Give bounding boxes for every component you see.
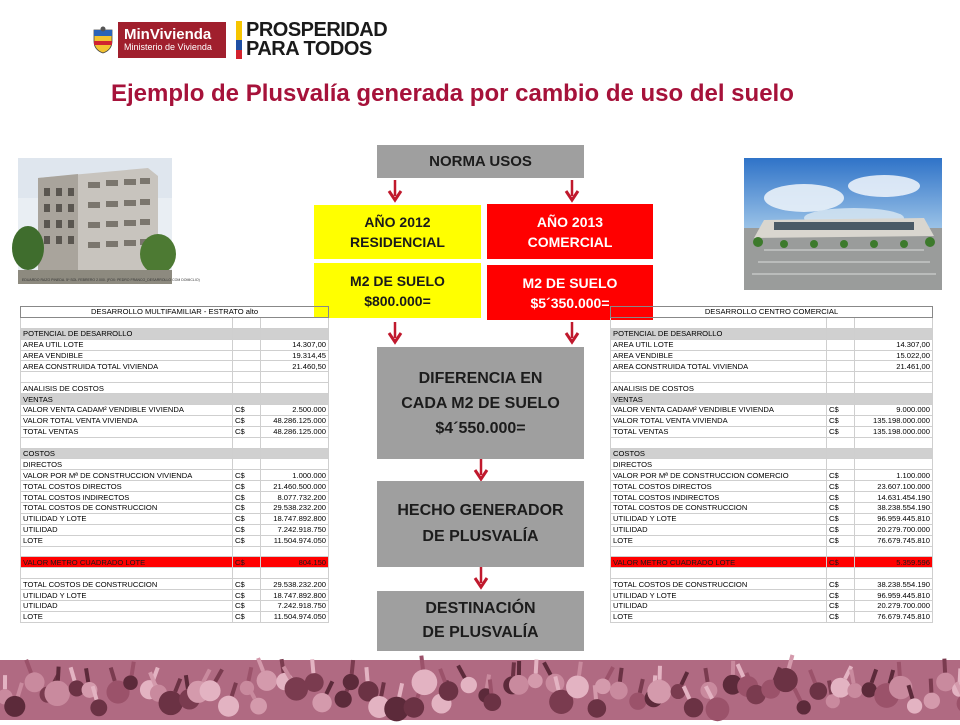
table-row: [21, 470, 329, 481]
row-value: 15.022,00: [855, 350, 933, 361]
row-label: UTILIDAD Y LOTE: [611, 590, 827, 601]
row-value: [261, 328, 329, 339]
row-value: 135.198.000.000: [855, 415, 933, 426]
row-label: TOTAL COSTOS INDIRECTOS: [21, 492, 233, 503]
row-value: 29.538.232.200: [261, 579, 329, 590]
row-label: UTILIDAD: [21, 524, 233, 535]
table-row: [21, 448, 329, 459]
row-currency: [827, 568, 855, 579]
row-label: AREA VENDIBLE: [611, 350, 827, 361]
table-row: [21, 339, 329, 350]
use-comercial-label: COMERCIAL: [527, 233, 613, 250]
table-row: [611, 339, 933, 350]
table-row: [611, 524, 933, 535]
row-currency: C$: [233, 405, 261, 416]
destinacion-line2: DE PLUSVALÍA: [422, 624, 539, 641]
row-label: UTILIDAD Y LOTE: [21, 590, 233, 601]
row-label: VALOR TOTAL VENTA VIVIENDA: [611, 415, 827, 426]
row-value: 14.631.454.190: [855, 492, 933, 503]
row-label: VALOR VENTA CADAM² VENDIBLE VIVIENDA: [611, 405, 827, 416]
hecho-line1: HECHO GENERADOR: [397, 502, 564, 519]
row-label: VALOR METRO CUADRADO LOTE: [21, 557, 233, 568]
table-row: [611, 601, 933, 612]
year-2012-box: [314, 205, 481, 259]
m2-left-value: $800.000=: [364, 292, 431, 309]
flag-stripes-icon: [236, 21, 242, 59]
row-value: 38.238.554.190: [855, 503, 933, 514]
row-currency: [233, 317, 261, 328]
row-currency: C$: [827, 557, 855, 568]
table-row: [611, 481, 933, 492]
table-row: [21, 426, 329, 437]
row-label: LOTE: [611, 611, 827, 622]
row-label: TOTAL COSTOS DE CONSTRUCCION: [21, 503, 233, 514]
row-value: 7.242.918.750: [261, 601, 329, 612]
row-label: [611, 437, 827, 448]
row-value: 23.607.100.000: [855, 481, 933, 492]
row-value: 21.460,50: [261, 361, 329, 372]
row-value: 9.000.000: [855, 405, 933, 416]
row-label: [21, 317, 233, 328]
row-label: AREA VENDIBLE: [21, 350, 233, 361]
table-row: [611, 579, 933, 590]
row-label: TOTAL COSTOS DIRECTOS: [611, 481, 827, 492]
row-value: [855, 317, 933, 328]
row-value: 20.279.700.000: [855, 524, 933, 535]
row-currency: [233, 350, 261, 361]
logo2-line1: PROSPERIDAD: [246, 19, 388, 41]
row-value: [261, 372, 329, 383]
row-currency: C$: [233, 481, 261, 492]
year-2013-box: [487, 204, 653, 259]
row-value: 2.500.000: [261, 405, 329, 416]
prosperidad-logo: [236, 18, 387, 62]
row-currency: C$: [827, 426, 855, 437]
row-value: [261, 448, 329, 459]
row-value: 96.959.445.810: [855, 513, 933, 524]
diferencia-box: [377, 347, 584, 459]
table-row: [611, 513, 933, 524]
table-row: [611, 448, 933, 459]
row-currency: C$: [827, 492, 855, 503]
row-label: UTILIDAD: [611, 601, 827, 612]
row-value: 11.504.974.050: [261, 611, 329, 622]
table-row: [21, 568, 329, 579]
row-label: VALOR METRO CUADRADO LOTE: [611, 557, 827, 568]
row-currency: C$: [233, 524, 261, 535]
table-row: [611, 426, 933, 437]
table-row: [21, 328, 329, 339]
row-label: UTILIDAD Y LOTE: [21, 513, 233, 524]
row-currency: [233, 339, 261, 350]
row-currency: C$: [827, 470, 855, 481]
row-currency: [827, 546, 855, 557]
table-row: [21, 535, 329, 546]
row-label: TOTAL VENTAS: [21, 426, 233, 437]
row-value: 14.307,00: [855, 339, 933, 350]
row-currency: [827, 372, 855, 383]
table-row: [21, 601, 329, 612]
row-currency: C$: [827, 405, 855, 416]
row-label: [21, 372, 233, 383]
row-value: [261, 394, 329, 405]
row-label: VENTAS: [611, 394, 827, 405]
arrow-down-icon: [474, 567, 488, 589]
coat-of-arms-icon: [88, 22, 118, 58]
table-row: [21, 372, 329, 383]
row-label: TOTAL COSTOS DE CONSTRUCCION: [611, 579, 827, 590]
row-label: [611, 546, 827, 557]
arrow-down-icon: [565, 322, 579, 344]
row-label: AREA CONSTRUIDA TOTAL VIVIENDA: [611, 361, 827, 372]
table-row: [611, 394, 933, 405]
row-currency: C$: [233, 492, 261, 503]
table-row: [21, 492, 329, 503]
table-row: [611, 317, 933, 328]
row-value: 19.314,45: [261, 350, 329, 361]
table-row: [21, 579, 329, 590]
diferencia-line1: DIFERENCIA EN: [418, 369, 543, 387]
table-row: [21, 405, 329, 416]
row-currency: C$: [233, 535, 261, 546]
table-title: DESARROLLO CENTRO COMERCIAL: [611, 307, 933, 318]
row-currency: [233, 459, 261, 470]
row-value: [855, 328, 933, 339]
row-value: 21.460.500.000: [261, 481, 329, 492]
row-label: AREA UTIL LOTE: [611, 339, 827, 350]
table-row: [611, 328, 933, 339]
residential-building-photo: [18, 158, 200, 284]
row-currency: [827, 350, 855, 361]
table-row: [611, 405, 933, 416]
row-value: 11.504.974.050: [261, 535, 329, 546]
row-currency: C$: [827, 579, 855, 590]
m2-right-value: $5´350.000=: [530, 294, 610, 311]
use-residencial-label: RESIDENCIAL: [350, 234, 445, 250]
table-row: [611, 383, 933, 394]
row-label: VALOR POR Mª DE CONSTRUCCION COMERCIO: [611, 470, 827, 481]
row-currency: [233, 546, 261, 557]
table-row: [611, 361, 933, 372]
right-spreadsheet: [610, 306, 933, 623]
table-row: [611, 372, 933, 383]
hecho-generador-box: [377, 481, 584, 567]
table-row: [21, 361, 329, 372]
table-row: [21, 350, 329, 361]
table-row: [611, 415, 933, 426]
row-currency: C$: [827, 601, 855, 612]
table-row: [611, 590, 933, 601]
row-currency: [233, 383, 261, 394]
table-row: [21, 546, 329, 557]
row-currency: [827, 361, 855, 372]
commercial-cost-table: [610, 306, 933, 623]
row-label: LOTE: [611, 535, 827, 546]
row-value: [855, 437, 933, 448]
table-title: DESARROLLO MULTIFAMILIAR - ESTRATO alto: [21, 307, 329, 318]
arrow-down-icon: [388, 322, 402, 344]
table-row: [21, 524, 329, 535]
row-label: LOTE: [21, 611, 233, 622]
table-row: [611, 437, 933, 448]
row-label: TOTAL COSTOS DIRECTOS: [21, 481, 233, 492]
row-label: [611, 568, 827, 579]
row-currency: [827, 394, 855, 405]
arrow-down-icon: [388, 180, 402, 202]
logo2-line2: PARA TODOS: [246, 38, 372, 60]
row-currency: C$: [233, 415, 261, 426]
row-label: TOTAL VENTAS: [611, 426, 827, 437]
row-value: [855, 394, 933, 405]
table-row: [611, 611, 933, 622]
table-row: [611, 459, 933, 470]
row-label: DIRECTOS: [21, 459, 233, 470]
table-header-row: [21, 307, 329, 318]
norma-usos-box: [377, 145, 584, 178]
row-label: TOTAL COSTOS INDIRECTOS: [611, 492, 827, 503]
row-currency: C$: [233, 470, 261, 481]
row-value: [855, 383, 933, 394]
arrow-down-icon: [565, 180, 579, 202]
table-row: [611, 557, 933, 568]
row-currency: [827, 328, 855, 339]
row-currency: C$: [827, 590, 855, 601]
row-label: AREA CONSTRUIDA TOTAL VIVIENDA: [21, 361, 233, 372]
row-currency: [233, 361, 261, 372]
row-label: POTENCIAL DE DESARROLLO: [611, 328, 827, 339]
row-label: LOTE: [21, 535, 233, 546]
table-row: [21, 611, 329, 622]
norma-usos-label: NORMA USOS: [429, 153, 532, 170]
row-label: DIRECTOS: [611, 459, 827, 470]
table-row: [611, 568, 933, 579]
row-value: 14.307,00: [261, 339, 329, 350]
row-currency: [827, 317, 855, 328]
row-value: 5.359.596: [855, 557, 933, 568]
m2-left-box: [314, 263, 481, 318]
row-value: 48.286.125.000: [261, 426, 329, 437]
row-value: 8.077.732.200: [261, 492, 329, 503]
crowd-banner-image: [0, 660, 960, 720]
row-value: [261, 568, 329, 579]
residential-cost-table: [20, 306, 329, 623]
row-label: [21, 546, 233, 557]
table-row: [611, 546, 933, 557]
destinacion-box: [377, 591, 584, 651]
row-value: 38.238.554.190: [855, 579, 933, 590]
row-currency: C$: [233, 601, 261, 612]
row-currency: C$: [827, 535, 855, 546]
row-value: 18.747.892.800: [261, 590, 329, 601]
diferencia-value: $4´550.000=: [435, 419, 526, 437]
row-value: [261, 317, 329, 328]
row-label: TOTAL COSTOS DE CONSTRUCCION: [611, 503, 827, 514]
table-row: [611, 492, 933, 503]
arrow-down-icon: [474, 459, 488, 481]
row-value: 135.198.000.000: [855, 426, 933, 437]
table-row: [21, 317, 329, 328]
row-currency: [827, 339, 855, 350]
row-currency: [827, 459, 855, 470]
row-currency: [233, 328, 261, 339]
table-row: [611, 470, 933, 481]
row-label: [611, 372, 827, 383]
row-value: 96.959.445.810: [855, 590, 933, 601]
table-row: [611, 535, 933, 546]
table-row: [611, 503, 933, 514]
minvivienda-logo: [88, 22, 226, 58]
row-label: [21, 437, 233, 448]
row-currency: C$: [827, 524, 855, 535]
row-label: UTILIDAD: [21, 601, 233, 612]
row-value: 7.242.918.750: [261, 524, 329, 535]
table-row: [21, 394, 329, 405]
m2-right-label: M2 DE SUELO: [522, 274, 618, 291]
row-label: ANALISIS DE COSTOS: [611, 383, 827, 394]
logo-main-text: MinVivienda: [124, 26, 212, 44]
table-row: [611, 350, 933, 361]
table-row: [21, 415, 329, 426]
row-label: COSTOS: [611, 448, 827, 459]
row-currency: [233, 437, 261, 448]
photo-caption: EDUARDO RAZO PINEDA. 5º SOL FEBRERO 2.000. (FOX: PEDRO FRANCO_DESARROLLO COM DOMICLIO): [22, 278, 200, 282]
row-value: 1.100.000: [855, 470, 933, 481]
row-value: [261, 383, 329, 394]
row-label: POTENCIAL DE DESARROLLO: [21, 328, 233, 339]
row-label: [611, 317, 827, 328]
year-2013-label: AÑO 2013: [536, 213, 604, 230]
row-currency: [827, 448, 855, 459]
row-label: UTILIDAD: [611, 524, 827, 535]
row-value: [855, 372, 933, 383]
row-value: [855, 448, 933, 459]
row-value: 29.538.232.200: [261, 503, 329, 514]
row-currency: C$: [233, 557, 261, 568]
table-row: [21, 513, 329, 524]
row-currency: C$: [827, 503, 855, 514]
row-currency: C$: [233, 579, 261, 590]
row-label: AREA UTIL LOTE: [21, 339, 233, 350]
row-value: [855, 459, 933, 470]
row-value: [855, 546, 933, 557]
destinacion-line1: DESTINACIÓN: [425, 600, 536, 617]
page-title: Ejemplo de Plusvalía generada por cambio de uso del suelo: [111, 80, 794, 107]
row-currency: C$: [827, 481, 855, 492]
row-currency: [233, 372, 261, 383]
table-row: [21, 459, 329, 470]
row-currency: [233, 394, 261, 405]
row-value: 804.150: [261, 557, 329, 568]
left-spreadsheet: [20, 306, 329, 623]
row-label: VALOR TOTAL VENTA VIVIENDA: [21, 415, 233, 426]
row-currency: C$: [827, 415, 855, 426]
row-value: 21.461,00: [855, 361, 933, 372]
commercial-center-photo: [744, 158, 942, 290]
row-value: 76.679.745.810: [855, 611, 933, 622]
row-value: [261, 459, 329, 470]
row-label: ANALISIS DE COSTOS: [21, 383, 233, 394]
row-currency: C$: [827, 611, 855, 622]
row-currency: [233, 568, 261, 579]
table-row: [21, 481, 329, 492]
row-value: [855, 568, 933, 579]
logo-sub-text: Ministerio de Vivienda: [124, 42, 212, 53]
row-currency: C$: [827, 513, 855, 524]
row-currency: C$: [233, 590, 261, 601]
table-row: [21, 557, 329, 568]
table-row: [21, 383, 329, 394]
diferencia-line2: CADA M2 DE SUELO: [401, 394, 560, 412]
row-label: UTILIDAD Y LOTE: [611, 513, 827, 524]
row-label: [21, 568, 233, 579]
row-value: [261, 437, 329, 448]
year-2012-label: AÑO 2012: [364, 214, 431, 230]
row-label: VALOR VENTA CADAM² VENDIBLE VIVIENDA: [21, 405, 233, 416]
table-row: [21, 503, 329, 514]
row-currency: C$: [233, 426, 261, 437]
row-currency: C$: [233, 611, 261, 622]
row-currency: [233, 448, 261, 459]
row-currency: [827, 383, 855, 394]
row-value: 18.747.892.800: [261, 513, 329, 524]
m2-left-label: M2 DE SUELO: [350, 272, 445, 289]
row-label: TOTAL COSTOS DE CONSTRUCCION: [21, 579, 233, 590]
row-label: VALOR POR Mª DE CONSTRUCCION VIVIENDA: [21, 470, 233, 481]
table-row: [21, 590, 329, 601]
row-label: VENTAS: [21, 394, 233, 405]
row-currency: C$: [233, 513, 261, 524]
row-value: 20.279.700.000: [855, 601, 933, 612]
row-currency: [827, 437, 855, 448]
table-row: [21, 437, 329, 448]
row-currency: C$: [233, 503, 261, 514]
table-header-row: [611, 307, 933, 318]
row-label: COSTOS: [21, 448, 233, 459]
row-value: 48.286.125.000: [261, 415, 329, 426]
hecho-line2: DE PLUSVALÍA: [422, 528, 539, 545]
row-value: [261, 546, 329, 557]
row-value: 76.679.745.810: [855, 535, 933, 546]
row-value: 1.000.000: [261, 470, 329, 481]
